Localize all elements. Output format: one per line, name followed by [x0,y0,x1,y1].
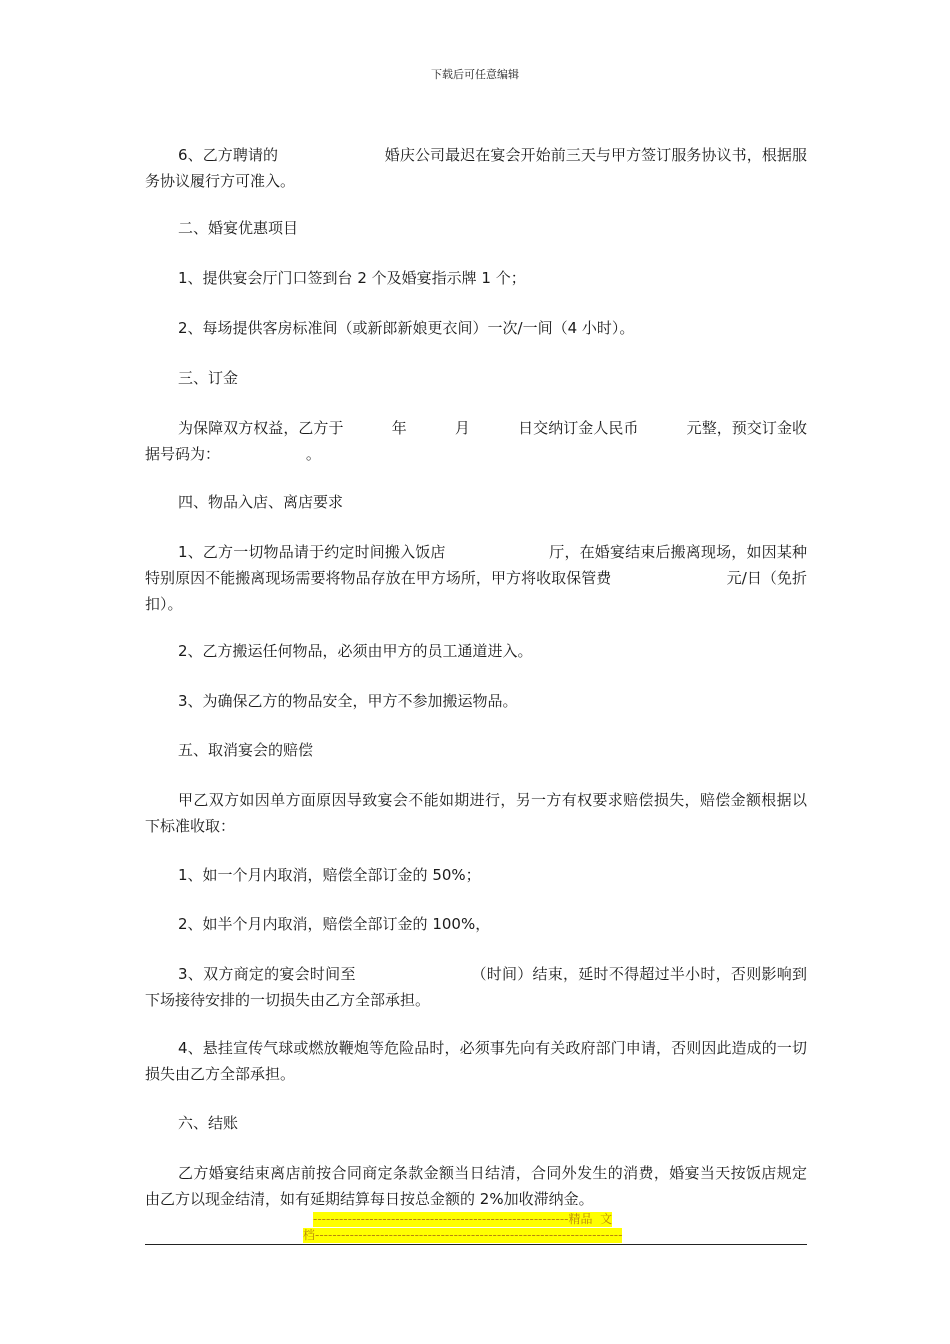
footer-watermark-line-2: 档----------------------------------------------------------------------- [303,1228,623,1242]
section-heading-3: 三、订金 [178,369,239,387]
paragraph-6-wedding-company: 6、乙方聘请的 婚庆公司最迟在宴会开始前三天与甲方签订服务协议书，根据服务协议履行方可准入。 [145,146,807,190]
paragraph-4-1: 1、乙方一切物品请于约定时间搬入饭店 厅，在婚宴结束后搬离现场，如因某种特别原因不能搬离现场需要将物品存放在甲方场所，甲方将收取保管费 元/日（免折扣）。 [145,543,807,613]
paragraph-5-3: 3、双方商定的宴会时间至 （时间）结束，延时不得超过半小时，否则影响到下场接待安排的一切损失由乙方全部承担。 [145,965,807,1009]
page-header: 下载后可任意编辑 [431,68,519,81]
footer-divider [145,1244,807,1245]
paragraph-5-2: 2、如半个月内取消，赔偿全部订金的 100%， [178,915,491,933]
section-heading-4: 四、物品入店、离店要求 [178,493,344,511]
paragraph-deposit: 为保障双方权益，乙方于 年 月 日交纳订金人民币 元整，预交订金收据号码为： 。 [145,419,807,463]
paragraph-settlement: 乙方婚宴结束离店前按合同商定条款金额当日结清，合同外发生的消费，婚宴当天按饭店规定由乙方以现金结清，如有延期结算每日按总金额的 2%加收滞纳金。 [145,1164,807,1208]
paragraph-4-2: 2、乙方搬运任何物品，必须由甲方的员工通道进入。 [178,642,533,660]
paragraph-4-3: 3、为确保乙方的物品安全，甲方不参加搬运物品。 [178,692,518,710]
paragraph-2-1: 1、提供宴会厅门口签到台 2 个及婚宴指示牌 1 个； [178,269,526,287]
paragraph-5-1: 1、如一个月内取消，赔偿全部订金的 50%； [178,866,481,884]
paragraph-2-2: 2、每场提供客房标准间（或新郎新娘更衣间）一次/一间（4 小时）。 [178,319,635,337]
section-heading-6: 六、结账 [178,1114,239,1132]
footer-watermark-line-1: -----------------------------------------------------------精品 文 [313,1212,613,1226]
paragraph-compensation: 甲乙双方如因单方面原因导致宴会不能如期进行，另一方有权要求赔偿损失，赔偿金额根据以下标准收取： [145,791,807,835]
section-heading-2: 二、婚宴优惠项目 [178,219,299,237]
paragraph-5-4: 4、悬挂宣传气球或燃放鞭炮等危险品时，必须事先向有关政府部门申请，否则因此造成的一切损失由乙方全部承担。 [145,1039,807,1083]
section-heading-5: 五、取消宴会的赔偿 [178,741,314,759]
